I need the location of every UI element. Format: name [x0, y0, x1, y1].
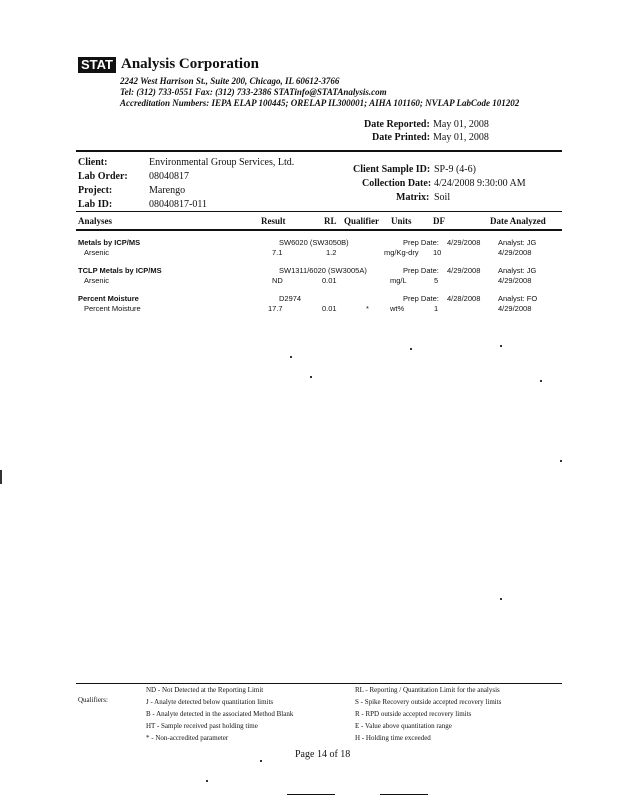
scan-speck [290, 356, 292, 358]
analyte-qualifier: * [366, 304, 369, 313]
qualifier-item: B - Analyte detected in the associated Method Blank [146, 710, 294, 718]
collection-date-label: Collection Date: [362, 178, 432, 189]
col-header-date-analyzed: Date Analyzed [490, 216, 546, 226]
analyte-df: 10 [433, 248, 442, 257]
analyst: Analyst: JG [498, 238, 537, 247]
analyte-rl: 0.01 [322, 304, 337, 313]
matrix-value: Soil [434, 192, 451, 203]
analyte-units: mg/Kg-dry [384, 248, 419, 257]
group-name: Metals by ICP/MS [78, 238, 141, 247]
col-header-rl: RL [324, 216, 337, 226]
analyte-result: 7.1 [272, 248, 283, 257]
scan-speck [540, 380, 542, 382]
lab-order-value: 08040817 [149, 171, 189, 182]
prep-date-label: Prep Date: [403, 238, 439, 247]
prep-date-value: 4/29/2008 [447, 238, 481, 247]
client-label: Client: [78, 157, 108, 168]
analyte-units: mg/L [390, 276, 407, 285]
col-header-analyses: Analyses [78, 216, 113, 226]
analyte-result: 17.7 [268, 304, 283, 313]
sample-id-value: SP-9 (4-6) [434, 164, 476, 175]
group-name: TCLP Metals by ICP/MS [78, 266, 162, 275]
group-method: D2974 [279, 294, 302, 303]
company-logo: STAT [78, 57, 116, 73]
page-number: Page 14 of 18 [295, 749, 351, 760]
company-contact: Tel: (312) 733-0551 Fax: (312) 733-2386 STATinfo@STATAnalysis.com [120, 87, 387, 97]
date-printed-value: May 01, 2008 [433, 132, 489, 143]
analyte-units: wt% [390, 304, 405, 313]
scan-speck [310, 376, 312, 378]
lab-order-label: Lab Order: [78, 171, 128, 182]
qualifier-item: HT - Sample received past holding time [146, 722, 258, 730]
qualifier-item: E - Value above quantitation range [355, 722, 452, 730]
qualifier-item: R - RPD outside accepted recovery limits [355, 710, 472, 718]
group-method: SW6020 (SW3050B) [279, 238, 349, 247]
lab-id-value: 08040817-011 [149, 199, 207, 210]
analyte-df: 5 [434, 276, 439, 285]
scan-speck [500, 598, 502, 600]
qualifier-item: RL - Reporting / Quantitation Limit for the analysis [355, 686, 500, 694]
scan-speck [0, 470, 2, 484]
qualifier-item: J - Analyte detected below quantitation limits [146, 698, 274, 706]
analyte-name: Arsenic [84, 276, 110, 285]
lab-id-label: Lab ID: [78, 199, 113, 210]
project-label: Project: [78, 185, 113, 196]
qualifier-item: H - Holding time exceeded [355, 734, 431, 742]
scan-speck [260, 760, 262, 762]
scan-speck [560, 460, 562, 462]
prep-date-label: Prep Date: [403, 266, 439, 275]
scan-speck [410, 348, 412, 350]
header-rule [76, 229, 562, 231]
analyst: Analyst: FO [498, 294, 538, 303]
prep-date-value: 4/28/2008 [447, 294, 481, 303]
analyte-name: Arsenic [84, 248, 110, 257]
client-rule [76, 211, 562, 212]
analyst: Analyst: JG [498, 266, 537, 275]
footer-mark [287, 794, 335, 795]
matrix-label: Matrix: [396, 192, 430, 203]
date-reported-value: May 01, 2008 [433, 119, 489, 130]
project-value: Marengo [149, 185, 186, 196]
col-header-units: Units [391, 216, 412, 226]
analyte-date: 4/29/2008 [498, 248, 532, 257]
scan-speck [500, 345, 502, 347]
company-address: 2242 West Harrison St., Suite 200, Chicago, IL 60612-3766 [120, 76, 340, 86]
company-name: Analysis Corporation [121, 56, 259, 72]
client-value: Environmental Group Services, Ltd. [149, 157, 295, 168]
qualifiers-label: Qualifiers: [78, 696, 108, 704]
col-header-result: Result [261, 216, 286, 226]
collection-date-value: 4/24/2008 9:30:00 AM [434, 178, 526, 189]
footer-mark [380, 794, 428, 795]
date-reported-label: Date Reported: [364, 119, 430, 130]
sample-id-label: Client Sample ID: [353, 164, 431, 175]
analyte-rl: 1.2 [326, 248, 337, 257]
prep-date-label: Prep Date: [403, 294, 439, 303]
col-header-qualifier: Qualifier [344, 216, 379, 226]
col-header-df: DF [433, 216, 445, 226]
group-method: SW1311/6020 (SW3005A) [279, 266, 367, 275]
prep-date-value: 4/29/2008 [447, 266, 481, 275]
analyte-date: 4/29/2008 [498, 304, 532, 313]
analyte-result: ND [272, 276, 283, 285]
date-printed-label: Date Printed: [372, 132, 431, 143]
scan-speck [206, 780, 208, 782]
qualifier-item: ND - Not Detected at the Reporting Limit [146, 686, 264, 694]
accreditation-numbers: Accreditation Numbers: IEPA ELAP 100445; ORELAP IL300001; AIHA 101160; NVLAP LabCode 101202 [120, 98, 520, 108]
analyte-rl: 0.01 [322, 276, 337, 285]
qualifiers-rule [76, 683, 562, 684]
group-name: Percent Moisture [78, 294, 139, 303]
top-rule [76, 150, 562, 152]
analyte-name: Percent Moisture [84, 304, 141, 313]
qualifier-item: * - Non-accredited parameter [146, 734, 229, 742]
analyte-date: 4/29/2008 [498, 276, 532, 285]
qualifier-item: S - Spike Recovery outside accepted recovery limits [355, 698, 502, 706]
analyte-df: 1 [434, 304, 439, 313]
